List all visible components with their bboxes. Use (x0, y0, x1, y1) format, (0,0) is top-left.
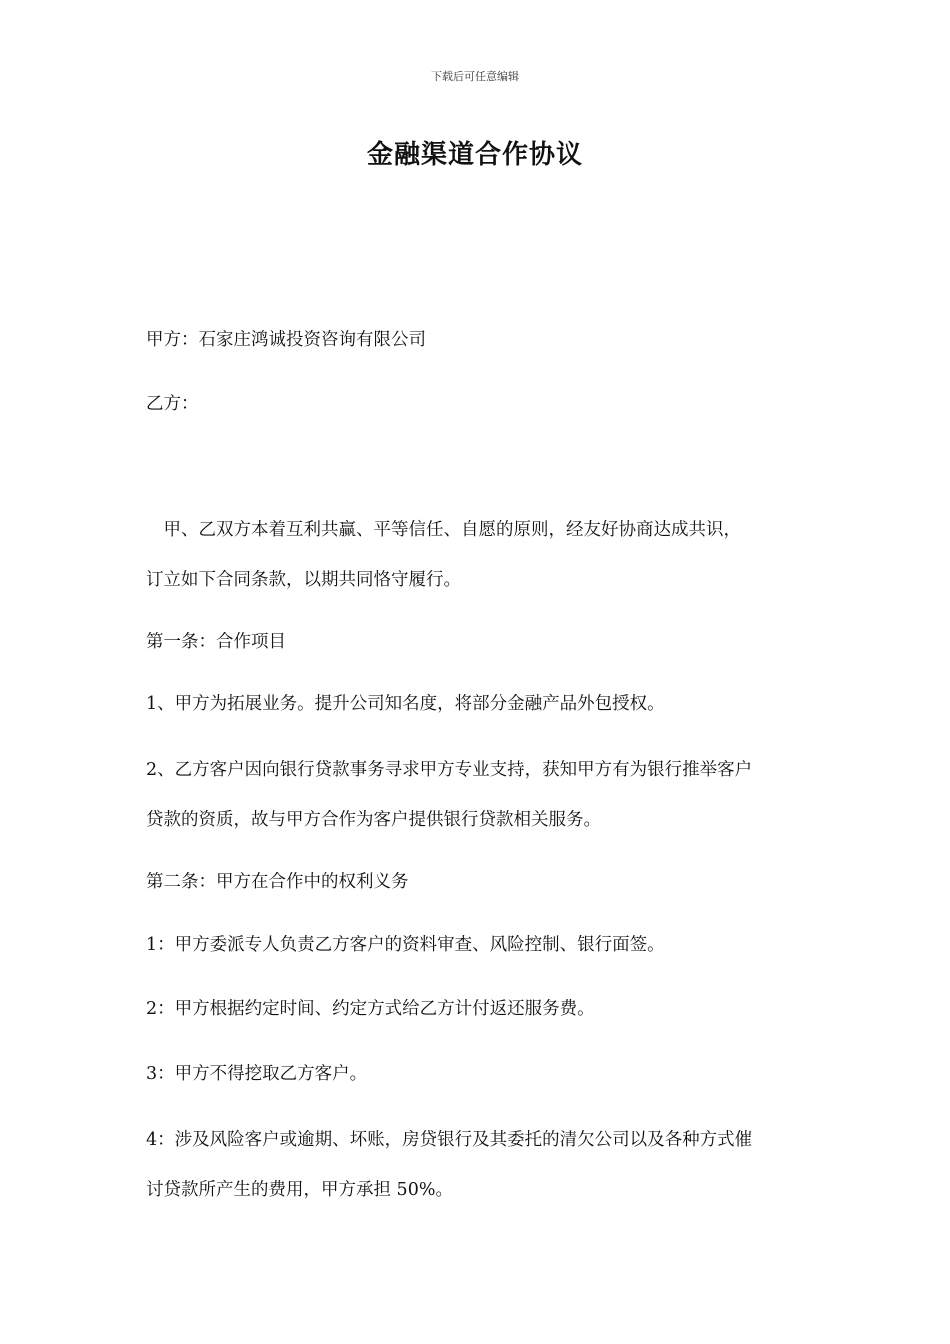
article-2-item-2: 2：甲方根据约定时间、约定方式给乙方计付返还服务费。 (146, 999, 595, 1019)
article-1-item-2-line-2: 贷款的资质，故与甲方合作为客户提供银行贷款相关服务。 (146, 810, 601, 830)
article-1-heading: 第一条：合作项目 (146, 632, 286, 652)
article-2-item-4-line-1: 4：涉及风险客户或逾期、坏账，房贷银行及其委托的清欠公司以及各种方式催 (146, 1130, 753, 1150)
article-2-item-1: 1：甲方委派专人负责乙方客户的资料审查、风险控制、银行面签。 (146, 935, 665, 955)
party-b-line: 乙方： (146, 394, 199, 414)
document-title: 金融渠道合作协议 (366, 140, 583, 170)
intro-line-1: 甲、乙双方本着互利共赢、平等信任、自愿的原则，经友好协商达成共识， (146, 520, 741, 540)
party-a-line: 甲方：石家庄鸿诚投资咨询有限公司 (146, 330, 426, 350)
intro-line-2: 订立如下合同条款，以期共同恪守履行。 (146, 570, 461, 590)
article-1-item-1: 1、甲方为拓展业务。提升公司知名度，将部分金融产品外包授权。 (146, 694, 665, 714)
article-2-item-4-line-2: 讨贷款所产生的费用，甲方承担 50%。 (146, 1180, 453, 1200)
article-2-heading: 第二条：甲方在合作中的权利义务 (146, 872, 409, 892)
article-1-item-2-line-1: 2、乙方客户因向银行贷款事务寻求甲方专业支持，获知甲方有为银行推举客户 (146, 760, 753, 780)
article-2-item-3: 3：甲方不得挖取乙方客户。 (146, 1064, 368, 1084)
header-note: 下载后可任意编辑 (431, 70, 519, 83)
